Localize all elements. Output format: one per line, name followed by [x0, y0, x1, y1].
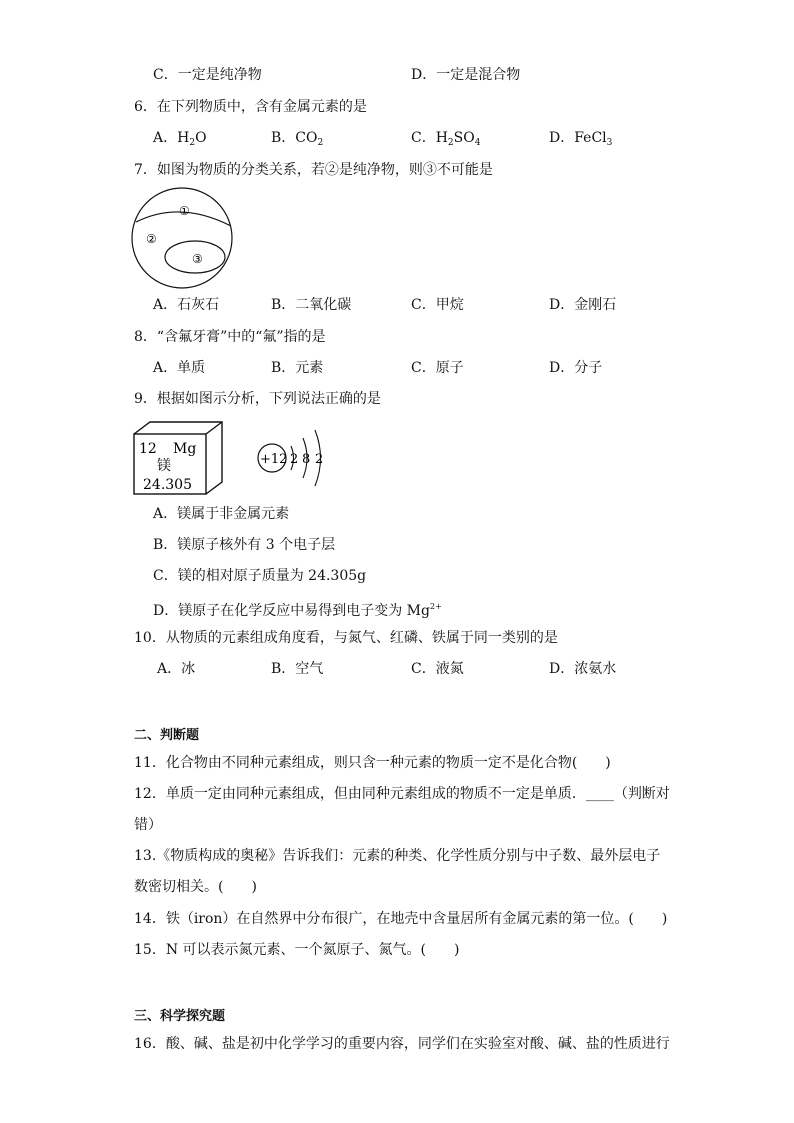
q10-option-b: B．空气 [271, 661, 324, 677]
section-heading-inquiry: 三、科学探究题 [134, 1009, 226, 1024]
q8-option-c: C．原子 [411, 360, 464, 376]
q16-stem-line1: 16．酸、碱、盐是初中化学学习的重要内容，同学们在实验室对酸、碱、盐的性质进行 [134, 1036, 670, 1052]
q8-stem: 8．“含氟牙膏”中的“氟”指的是 [134, 329, 326, 345]
q12-stem-line2: 错） [134, 817, 162, 833]
q6-stem: 6．在下列物质中，含有金属元素的是 [134, 99, 367, 115]
element-name: 镁 [157, 458, 171, 474]
q13-stem-line1: 13.《物质构成的奥秘》告诉我们：元素的种类、化学性质分别与中子数、最外层电子 [134, 848, 661, 864]
q12-stem-line1: 12．单质一定由同种元素组成，但由同种元素组成的物质不一定是单质．____（判断对 [134, 786, 670, 802]
q14-stem: 14．铁（iron）在自然界中分布很广，在地壳中含量居所有金属元素的第一位。( ) [134, 911, 668, 927]
q6-option-d: D．FeCl$_3$ [549, 130, 613, 148]
q5-option-c: C．一定是纯净物 [153, 67, 262, 83]
periodic-cell-magnesium [130, 418, 230, 498]
q10-option-c: C．液氮 [411, 661, 464, 677]
q9-option-c: C．镁的相对原子质量为 24.305g [153, 568, 367, 584]
q10-option-d: D．浓氨水 [549, 661, 617, 677]
q6-option-b: B．$CO_2$ [271, 130, 324, 148]
q9-stem: 9．根据如图示分析，下列说法正确的是 [134, 391, 381, 407]
q11-stem: 11．化合物由不同种元素组成，则只含一种元素的物质一定不是化合物( ) [134, 755, 611, 771]
atom-structure-diagram [255, 420, 335, 496]
q7-stem: 7．如图为物质的分类关系，若②是纯净物，则③不可能是 [134, 162, 493, 178]
atomic-mass: 24.305 [143, 477, 192, 493]
section-heading-judgement: 二、判断题 [134, 728, 200, 743]
label-2: ② [146, 232, 157, 246]
q6-option-a: A．$H_2O$ [153, 130, 207, 148]
q8-option-d: D．分子 [549, 360, 603, 376]
q9-option-a: A．镁属于非金属元素 [153, 506, 290, 522]
element-symbol: Mg [173, 441, 197, 457]
nucleus-charge: +12 [260, 452, 288, 467]
label-1: ① [179, 204, 190, 218]
q7-option-a: A．石灰石 [153, 297, 220, 313]
q10-stem: 10．从物质的元素组成角度看，与氮气、红磷、铁属于同一类别的是 [134, 630, 558, 646]
q7-option-b: B．二氧化碳 [271, 297, 352, 313]
q7-option-c: C．甲烷 [411, 297, 464, 313]
shell-3-count: 2 [315, 452, 324, 467]
q10-option-a: A．冰 [157, 661, 196, 677]
classification-diagram [130, 186, 234, 290]
atomic-number: 12 [139, 441, 157, 457]
q7-option-d: D．金刚石 [549, 297, 617, 313]
label-3: ③ [192, 252, 203, 266]
q5-option-d: D．一定是混合物 [411, 67, 521, 83]
q6-option-c: C．$H_2SO_4$ [411, 130, 481, 148]
shell-2-count: 8 [302, 452, 311, 467]
q13-stem-line2: 数密切相关。( ) [134, 879, 257, 895]
shell-1-count: 2 [290, 452, 299, 467]
q15-stem: 15．N 可以表示氮元素、一个氮原子、氮气。( ) [134, 942, 460, 958]
q8-option-b: B．元素 [271, 360, 324, 376]
q9-option-b: B．镁原子核外有 3 个电子层 [153, 537, 336, 553]
q9-option-d: D．镁原子在化学反应中易得到电子变为 $Mg^{2+}$ [153, 602, 442, 619]
q8-option-a: A．单质 [153, 360, 206, 376]
